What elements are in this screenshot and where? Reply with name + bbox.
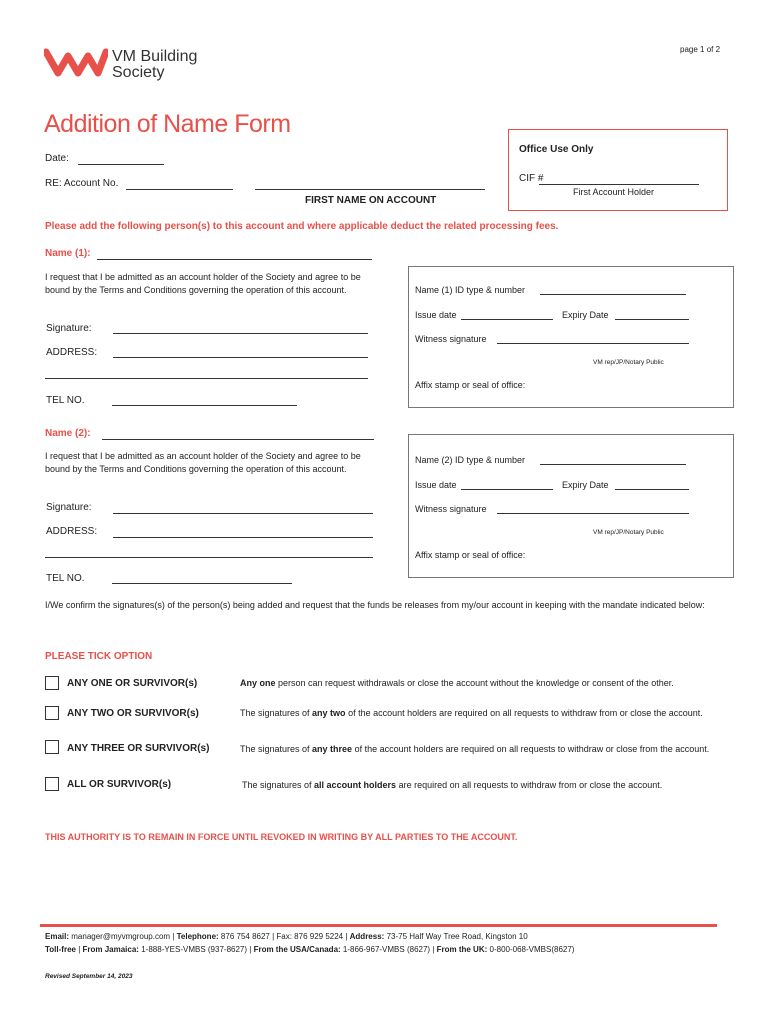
witness-2-field[interactable] (497, 513, 689, 514)
id-box-2 (408, 434, 734, 578)
option-all-desc-bold: all account holders (314, 780, 397, 790)
expiry-date-1-label: Expiry Date (562, 310, 609, 320)
cif-label: CIF # (519, 173, 544, 184)
tel-2-field[interactable] (112, 583, 292, 584)
footer-tel: 876 754 8627 (220, 932, 270, 941)
tel-1-field[interactable] (112, 405, 297, 406)
witness-1-field[interactable] (497, 343, 689, 344)
option-any-three-desc-pre: The signatures of (240, 744, 313, 754)
authority-text: THIS AUTHORITY IS TO REMAIN IN FORCE UNTIL REVOKED IN WRITING BY ALL PARTIES TO THE ACCOUNT. (45, 832, 518, 842)
vm-logo (44, 44, 204, 84)
expiry-date-2-field[interactable] (615, 489, 689, 490)
footer-usa: 1-866-967-VMBS (8627) (342, 945, 431, 954)
option-all-checkbox[interactable] (45, 777, 59, 791)
witness-2-label: Witness signature (415, 504, 487, 514)
tel-2-label: TEL NO. (46, 573, 85, 584)
option-any-one-label: ANY ONE OR SURVIVOR(s) (67, 678, 198, 689)
expiry-date-1-field[interactable] (615, 319, 689, 320)
option-any-three-desc-rest: of the account holders are required on all requests to withdraw or close from the account. (352, 744, 710, 754)
issue-date-2-field[interactable] (461, 489, 553, 490)
footer-tel-label: Telephone: (176, 932, 219, 941)
id-1-field[interactable] (540, 294, 686, 295)
footer-divider (40, 924, 717, 927)
signature-2-field[interactable] (113, 513, 373, 514)
tick-heading: PLEASE TICK OPTION (45, 651, 153, 662)
request-text-2: I request that I be admitted as an account holder of the Society and agree to be bound by the Terms and Conditions governing the operation of this account. (45, 451, 361, 474)
option-all-desc-pre: The signatures of (242, 780, 315, 790)
instruction-text: Please add the following person(s) to this account and where applicable deduct the related processing fees. (45, 221, 559, 232)
name-2-label: Name (2): (45, 428, 91, 439)
account-label: RE: Account No. (45, 178, 119, 189)
footer-jamaica: 1-888-YES-VMBS (937-8627) (141, 945, 248, 954)
first-account-holder-label: First Account Holder (573, 187, 655, 197)
footer-uk-label: From the UK: (436, 945, 488, 954)
id-1-label: Name (1) ID type & number (415, 285, 526, 295)
name-2-field[interactable] (102, 439, 374, 440)
option-any-two-checkbox[interactable] (45, 706, 59, 720)
footer-usa-label: From the USA/Canada: (253, 945, 341, 954)
footer-contact-line1: Email: manager@myvmgroup.com | Telephone: 876 754 8627 | Fax: 876 929 5224 | Address: 73-75 Half Way Tree Road, Kingston 10 (45, 932, 528, 941)
page-indicator: page 1 of 2 (680, 45, 721, 54)
address-2-field-line2[interactable] (45, 557, 373, 558)
date-field[interactable] (78, 164, 164, 165)
option-any-three-label: ANY THREE OR SURVIVOR(s) (67, 743, 210, 754)
address-2-label: ADDRESS: (46, 526, 98, 537)
footer-email-label: Email: (45, 932, 70, 941)
issue-date-1-field[interactable] (461, 319, 553, 320)
witness-2-note: VM rep/JP/Notary Public (593, 529, 664, 536)
footer-email[interactable]: manager@myvmgroup.com (71, 932, 171, 941)
cif-field[interactable] (539, 184, 699, 185)
option-all-desc (242, 779, 727, 792)
address-2-field[interactable] (113, 537, 373, 538)
first-name-field[interactable] (255, 189, 485, 190)
stamp-1-label: Affix stamp or seal of office: (415, 380, 526, 390)
option-any-one-desc-bold: Any one (240, 678, 276, 688)
address-1-field-line2[interactable] (45, 378, 368, 379)
logo-text-line1: VM Building (112, 48, 198, 65)
option-any-three-desc-bold: any three (312, 744, 353, 754)
option-all-label: ALL OR SURVIVOR(s) (67, 779, 172, 790)
option-any-one-checkbox[interactable] (45, 676, 59, 690)
footer-address: 73-75 Half Way Tree Road, Kingston 10 (386, 932, 528, 941)
footer-jamaica-label: From Jamaica: (82, 945, 139, 954)
address-1-label: ADDRESS: (46, 347, 98, 358)
witness-1-label: Witness signature (415, 334, 487, 344)
option-all-desc-rest: are required on all requests to withdraw from or close the account. (396, 780, 663, 790)
account-number-field[interactable] (126, 189, 233, 190)
date-label: Date: (45, 153, 69, 164)
footer-contact-line2: Toll-free | From Jamaica: 1-888-YES-VMBS (937-8627) | From the USA/Canada: 1-866-967-VMBS (8627) | From the UK: 0-800-068-VMBS(8627) (45, 945, 575, 954)
footer-address-label: Address: (349, 932, 385, 941)
option-any-two-desc (240, 707, 725, 720)
option-any-three-checkbox[interactable] (45, 740, 59, 754)
name-1-field[interactable] (97, 259, 372, 260)
stamp-2-label: Affix stamp or seal of office: (415, 550, 526, 560)
id-2-label: Name (2) ID type & number (415, 455, 526, 465)
logo-text-line2: Society (112, 64, 165, 81)
address-1-field[interactable] (113, 357, 368, 358)
name-1-label: Name (1): (45, 248, 91, 259)
first-name-label: FIRST NAME ON ACCOUNT (305, 195, 437, 206)
issue-date-1-label: Issue date (415, 310, 457, 320)
option-any-three-desc (240, 743, 725, 756)
option-any-two-desc-pre: The signatures of (240, 708, 313, 718)
footer-tollfree-label: Toll-free (45, 945, 76, 954)
id-box-1 (408, 266, 734, 408)
request-text-1: I request that I be admitted as an account holder of the Society and agree to be bound by the Terms and Conditions governing the operation of this account. (45, 272, 361, 295)
signature-1-label: Signature: (46, 323, 92, 334)
office-use-box (508, 129, 728, 211)
witness-1-note: VM rep/JP/Notary Public (593, 359, 664, 366)
id-2-field[interactable] (540, 464, 686, 465)
revised-date: Revised September 14, 2023 (45, 973, 133, 980)
tel-1-label: TEL NO. (46, 395, 85, 406)
issue-date-2-label: Issue date (415, 480, 457, 490)
vm-logo-mark-icon (44, 46, 108, 78)
option-any-two-desc-rest: of the account holders are required on all requests to withdraw from or close the account. (345, 708, 703, 718)
signature-2-label: Signature: (46, 502, 92, 513)
expiry-date-2-label: Expiry Date (562, 480, 609, 490)
option-any-one-desc (240, 677, 720, 690)
footer-uk: 0-800-068-VMBS(8627) (489, 945, 575, 954)
footer-fax: Fax: 876 929 5224 (276, 932, 344, 941)
signature-1-field[interactable] (113, 333, 368, 334)
option-any-one-desc-rest: person can request withdrawals or close the account without the knowledge or consent of the other. (275, 678, 674, 688)
office-use-title: Office Use Only (519, 144, 594, 155)
option-any-two-desc-bold: any two (312, 708, 346, 718)
confirm-text: I/We confirm the signatures(s) of the person(s) being added and request that the funds be releases from my/our account in keeping with the mandate indicated below: (45, 600, 705, 610)
form-title: Addition of Name Form (44, 110, 291, 138)
option-any-two-label: ANY TWO OR SURVIVOR(s) (67, 708, 199, 719)
